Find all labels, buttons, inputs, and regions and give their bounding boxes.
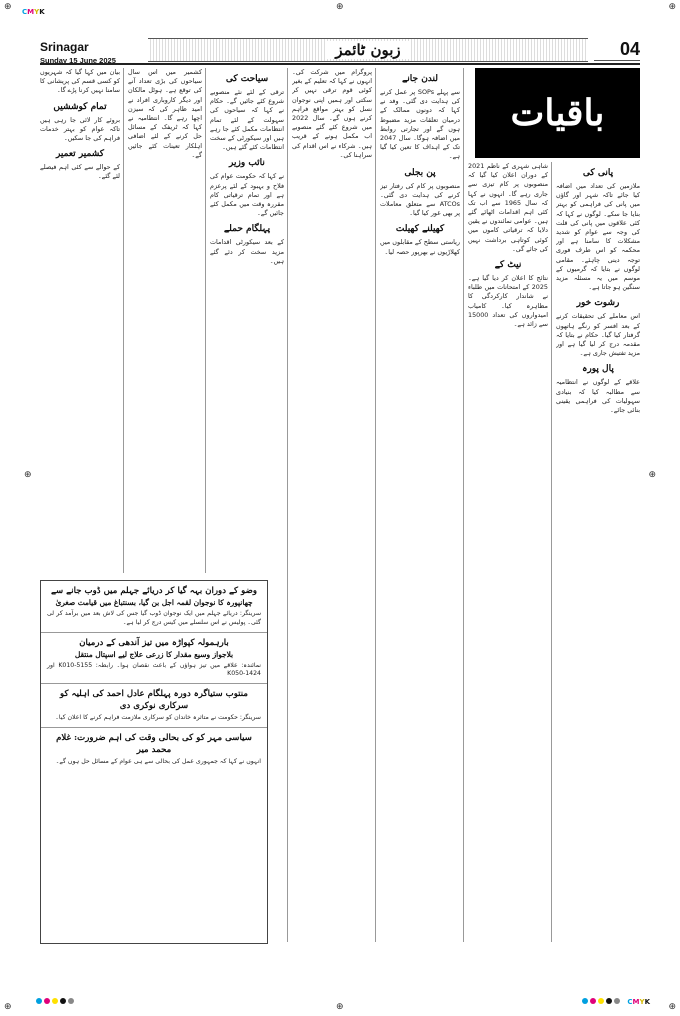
registration-mark: ⊕ (336, 1002, 344, 1012)
registration-mark: ⊕ (4, 1002, 12, 1012)
article-column (380, 68, 460, 942)
color-swatch (614, 998, 620, 1004)
news-subhead: چھانپورہ کا نوجوان لقمہ اجل بن گیا، بسنتباغ میں قیامت صغریٰ (55, 598, 253, 607)
article-text: نتائج کا اعلان کر دیا گیا ہے۔ 2025 کے امتحانات میں طلباء نے شاندار کارکردگی کا مظاہرہ کیا۔ کامیاب امیدواروں کی تعداد 15000 سے زائد ہے۔ (468, 274, 548, 329)
header-rule (40, 63, 640, 65)
registration-mark: ⊕ (648, 470, 656, 480)
color-swatch (606, 998, 612, 1004)
article-text: بیان میں کہا گیا کہ شہریوں کو کسی قسم کی پریشانی کا سامنا نہیں کرنا پڑے گا۔ (40, 68, 120, 95)
news-headline: وضو کے دوران بہہ گیا کر دریائے جہلم میں ڈوب جانے سے (50, 586, 258, 596)
color-swatch (68, 998, 74, 1004)
color-swatch (44, 998, 50, 1004)
color-swatch (598, 998, 604, 1004)
column-divider (551, 162, 552, 942)
column-divider (123, 68, 124, 573)
article-column (292, 68, 372, 942)
article-subheading: سیاحت کی (225, 74, 269, 84)
article-subheading: تمام کوششیں (53, 101, 107, 112)
article-subheading: پن بجلی (404, 167, 436, 178)
article-subheading: کھیلنے کھیلت (395, 224, 445, 235)
registration-mark: ⊕ (668, 2, 676, 12)
article-text: کشمیر میں اس سال سیاحوں کی بڑی تعداد آنے کی توقع ہے۔ ہوٹل مالکان اور دیگر کاروباری افراد نے امید ظاہر کی کہ سیزن اچھا رہے گا۔ انتظامیہ نے کہا کہ ٹریفک کے مسائل حل کرنے کے لئے اضافی اہلکار تعینات کئے جائیں گے۔ (128, 68, 202, 159)
article-subheading: رشوت خور (576, 298, 620, 309)
news-item (41, 684, 267, 728)
masthead-title: زبون ٹائمز (327, 41, 408, 59)
news-text: انہوں نے کہا کہ جمہوری عمل کی بحالی سے ہی عوام کے مسائل حل ہوں گے۔ (55, 757, 261, 765)
news-item (41, 581, 267, 633)
article-text: پروگرام میں شرکت کی۔ انہوں نے کہا کہ تعلیم کے بغیر کوئی قوم ترقی نہیں کر سکتی اور ہمیں اپنی نوجوان نسل کو بہتر مواقع فراہم کرنے ہوں گے۔ سال 2022 میں شروع کئے گئے منصوبے اب مکمل ہونے کے قریب ہیں۔ شرکاء نے اس اقدام کی سراہنا کی۔ (292, 68, 372, 159)
article-text: اس معاملے کی تحقیقات کرنے کے بعد افسر کو رنگے ہاتھوں گرفتار کیا گیا۔ حکام نے بتایا کہ مقدمہ درج کر لیا گیا ہے اور مزید تفتیش جاری ہے۔ (556, 312, 640, 358)
page-number: 04 (594, 38, 640, 61)
news-subhead: بلاجواز وسیع مقدار کا زرعی علاج لیے اسپتال منتقل (74, 649, 234, 659)
dateline (40, 40, 150, 65)
article-text: ریاستی سطح کے مقابلوں میں کھلاڑیوں نے بھرپور حصہ لیا۔ (380, 238, 460, 256)
column-divider (205, 68, 206, 573)
article-text: ترقی کے لئے نئے منصوبے شروع کئے جائیں گے۔ حکام نے کہا کہ سیاحوں کی سہولت کے لئے تمام انتظامات مکمل کئے جا رہے ہیں اور سیکورٹی کے سخت انتظامات کئے گئے ہیں۔ (210, 88, 284, 152)
article-subheading: پہلگام حملے (223, 224, 271, 235)
article-text: منصوبوں پر کام کی رفتار تیز کرنے کی ہدایت دی گئی۔ ATCOs سے متعلق معاملات پر بھی غور کیا گیا۔ (380, 181, 460, 218)
article-subheading: پانی کی (582, 168, 614, 178)
cmyk-label-top: CMYK (22, 8, 45, 16)
news-box (40, 580, 268, 944)
article-column (556, 162, 640, 942)
column-divider (463, 68, 464, 942)
article-subheading: نیٹ کے (494, 260, 522, 271)
article-subheading: پال پورہ (582, 364, 614, 375)
article-text: ملازمین کی تعداد میں اضافہ کیا جائے تاکہ شہر اور گاؤں میں پانی کی فراہمی کو بہتر بنایا جا سکے۔ لوگوں نے کہا کہ کئی علاقوں میں پانی کی قلت کی وجہ سے عوام کو شدید مشکلات کا سامنا ہے اور محکمہ کو اس طرف فوری توجہ دینی چاہئے۔ مقامی لوگوں نے بتایا کہ گرمیوں کے موسم میں یہ مسئلہ مزید سنگین ہو جاتا ہے۔ (556, 182, 640, 292)
registration-mark: ⊕ (668, 1002, 676, 1012)
registration-mark: ⊕ (4, 2, 12, 12)
news-text: نمائندہ: علاقے میں تیز ہواؤں کے باعث نقصان ہوا۔ رابطہ: K010-5155 اور K050-1424 (47, 661, 262, 678)
column-divider (375, 68, 376, 942)
color-bar (36, 998, 74, 1004)
column-divider (287, 68, 288, 942)
registration-mark: ⊕ (336, 2, 344, 12)
news-item (41, 633, 267, 685)
color-swatch (590, 998, 596, 1004)
city-name: Srinagar (40, 40, 89, 54)
color-swatch (36, 998, 42, 1004)
registration-mark: ⊕ (24, 470, 32, 480)
news-item (41, 728, 267, 771)
news-headline: بارہمولہ کپواڑہ میں تیز آندھی کے درمیان (79, 637, 229, 648)
article-text: سے پہلے SOPs پر عمل کرنے کی ہدایت دی گئی۔ وفد نے کہا کہ دونوں ممالک کے درمیان تعلقات مزید مضبوط ہوں گے اور تجارتی روابط میں اضافہ ہوگا۔ سال 2047 تک کے اہداف کا تعین کیا گیا ہے۔ (380, 88, 460, 161)
masthead (148, 38, 588, 62)
article-text: شاہی شہری کے ناظم 2021 کے دوران اعلان کیا گیا کہ منصوبوں پر کام تیزی سے جاری رہے گا۔ انہوں نے کہا کہ سال 1965 سے اب تک کئی اہم اقدامات اٹھائے گئے ہیں۔ عوامی نمائندوں نے یقین دلایا کہ ترقیاتی کاموں میں کوئی کوتاہی برداشت نہیں کی جائے گی۔ (468, 162, 548, 253)
news-headline: سیاسی مہر کو کی بحالی وقت کی اہم ضرورت: غلام محمد میر (56, 732, 252, 755)
article-text: کے حوالے سے کئی اہم فیصلے لئے گئے۔ (40, 163, 120, 181)
article-text: علاقے کے لوگوں نے انتظامیہ سے مطالبہ کیا کہ بنیادی سہولیات کی فراہمی یقینی بنائی جائے۔ (556, 378, 640, 415)
color-bar (582, 998, 620, 1004)
news-text: سرینگر: حکومت نے متاثرہ خاندان کو سرکاری ملازمت فراہم کرنے کا اعلان کیا۔ (55, 714, 261, 722)
issue-date: Sunday 15 June 2025 (40, 56, 116, 65)
news-text: سرینگر: دریائے جہلم میں ایک نوجوان ڈوب گیا جس کی لاش بعد میں برآمد کر لی گئی۔ پولیس نے اس سلسلے میں کیس درج کر لیا ہے۔ (47, 610, 261, 626)
article-column (40, 68, 120, 573)
article-subheading: نائب وزیر (229, 158, 265, 169)
article-text: کے بعد سیکورٹی اقدامات مزید سخت کر دئے گئے ہیں۔ (210, 238, 284, 265)
article-subheading: لندن جانے (401, 74, 438, 84)
article-column (468, 162, 548, 942)
section-banner-title: باقیات (510, 92, 605, 134)
article-subheading: کشمیر تعمیر (55, 149, 105, 160)
color-swatch (52, 998, 58, 1004)
article-text: نے کہا کہ حکومت عوام کی فلاح و بہبود کے لئے پرعزم ہے اور تمام ترقیاتی کام مقررہ وقت میں مکمل کئے جائیں گے۔ (210, 172, 284, 218)
section-banner (475, 68, 640, 158)
color-swatch (582, 998, 588, 1004)
article-column (210, 68, 284, 573)
cmyk-label-bottom: CMYK (627, 998, 650, 1006)
color-swatch (60, 998, 66, 1004)
news-headline: منتوب ستیاگرہ دورہ پہلگام عادل احمد کی اہلیہ کو سرکاری نوکری دی (60, 689, 248, 712)
article-text: بروئے کار لائی جا رہی ہیں تاکہ عوام کو بہتر خدمات فراہم کی جا سکیں۔ (40, 115, 120, 143)
article-column (128, 68, 202, 573)
newspaper-page (40, 36, 640, 942)
